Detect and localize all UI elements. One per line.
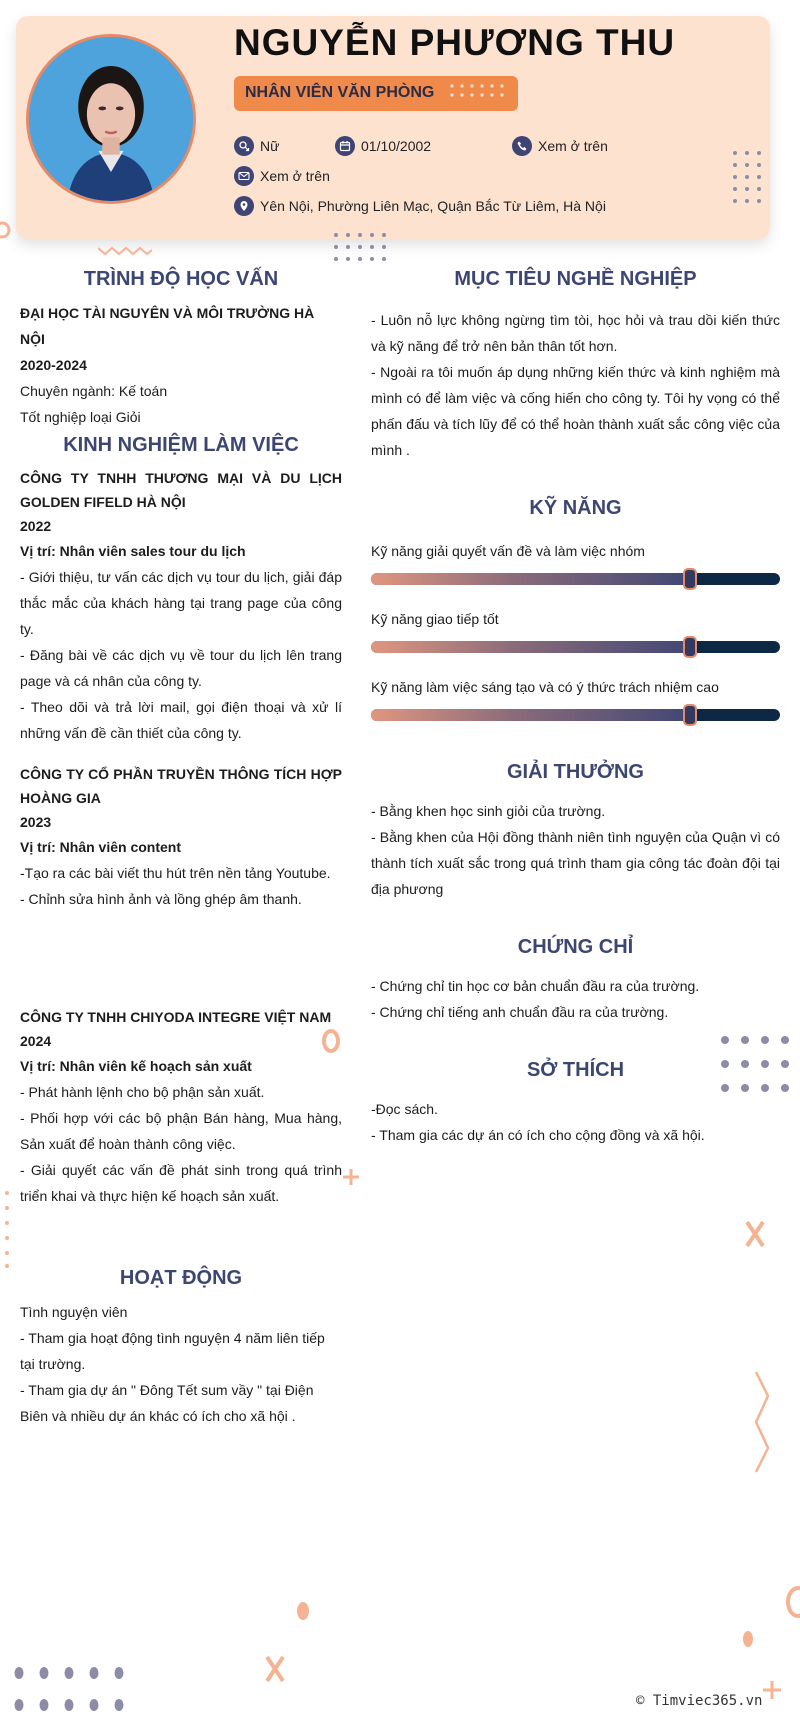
skill-bar-handle [683, 636, 697, 658]
decor-ring-mid [318, 1026, 344, 1056]
skill-bar [371, 709, 780, 721]
decor-wave [98, 244, 152, 256]
decor-dot-grid-top [333, 232, 393, 262]
education-years: 2020-2024 [20, 357, 87, 373]
activity-line: Tình nguyện viên [20, 1304, 128, 1320]
award-line: - Bằng khen của Hội đồng thành niên tình nguyện của Quận vì có thành tích xuất sắc trong quá trình tham gia công tác đoàn đội tại địa phương [371, 829, 780, 897]
skill-bar [371, 641, 780, 653]
education-section [20, 300, 342, 430]
certificates-section [371, 973, 780, 1025]
hobby-line: - Tham gia các dự án có ích cho cộng đồng và xã hội. [371, 1127, 705, 1143]
job-entry [20, 466, 342, 746]
objective-section [371, 307, 780, 463]
skill-bar-fill [371, 709, 690, 721]
decor-plus-mid [342, 1168, 360, 1186]
decor-dot-bottom-right [742, 1630, 754, 1648]
job-company: CÔNG TY TNHH THƯƠNG MẠI VÀ DU LỊCH GOLDEN FIFELD HÀ NỘI [20, 470, 342, 510]
candidate-name: NGUYỄN PHƯƠNG THU [234, 22, 676, 63]
decor-x-right [744, 1220, 766, 1248]
decor-ring-bottom-right [782, 1584, 800, 1620]
job-desc: - Chỉnh sửa hình ảnh và lồng ghép âm thanh. [20, 891, 302, 907]
decor-ring-left [0, 220, 12, 240]
gender-icon [234, 136, 254, 156]
decor-x-bottom [264, 1655, 286, 1683]
address-value: Yên Nội, Phường Liên Mạc, Quận Bắc Từ Liêm, Hà Nội [260, 198, 606, 214]
position-badge [234, 76, 518, 111]
hobby-line: -Đọc sách. [371, 1101, 438, 1117]
job-role: Vị trí: Nhân viên kế hoạch sản xuất [20, 1058, 252, 1074]
location-icon [234, 196, 254, 216]
skills-title: KỸ NĂNG [529, 497, 622, 519]
phone-info [512, 136, 608, 156]
skill-bar-fill [371, 573, 690, 585]
email-icon [234, 166, 254, 186]
email-value: Xem ở trên [260, 168, 330, 184]
calendar-icon [335, 136, 355, 156]
job-company: CÔNG TY TNHH CHIYODA INTEGRE VIỆT NAM [20, 1009, 332, 1025]
skill-bar-handle [683, 568, 697, 590]
objective-title: MỤC TIÊU NGHỀ NGHIỆP [454, 268, 697, 290]
birthday-info [335, 136, 431, 156]
decor-dots-vertical-left [4, 1190, 10, 1270]
certificate-line: - Chứng chỉ tiếng anh chuẩn đầu ra của trường. [371, 1004, 669, 1020]
address-info [234, 196, 606, 216]
job-year: 2022 [20, 518, 52, 534]
activities-section [20, 1299, 342, 1429]
job-desc: - Phát hành lệnh cho bộ phận sản xuất. [20, 1084, 265, 1100]
job-role: Vị trí: Nhân viên content [20, 839, 182, 855]
objective-line: - Ngoài ra tôi muốn áp dụng những kiến thức và kinh nghiệm mà mình có để làm việc và cống hiến cho công ty. Tôi hy vọng có thể phấn đấu và tích lũy để có thể hoàn thành xuất sắc công việc của mình . [371, 364, 780, 458]
education-grade: Tốt nghiệp loại Giỏi [20, 409, 141, 425]
header-dot-grid [732, 150, 762, 206]
certificate-line: - Chứng chỉ tin học cơ bản chuẩn đầu ra của trường. [371, 978, 700, 994]
portrait-image [29, 37, 193, 201]
education-major: Chuyên ngành: Kế toán [20, 383, 168, 399]
education-title: TRÌNH ĐỘ HỌC VẤN [83, 268, 279, 290]
certificates-title: CHỨNG CHỈ [517, 936, 634, 958]
job-company: CÔNG TY CỔ PHẦN TRUYỀN THÔNG TÍCH HỢP HOÀNG GIA [20, 766, 342, 806]
position-label: NHÂN VIÊN VĂN PHÒNG [245, 84, 435, 101]
decor-dot-grid-bottom-left [12, 1662, 128, 1716]
skill-label: Kỹ năng giao tiếp tốt [371, 611, 499, 627]
activity-line: - Tham gia hoạt động tình nguyện 4 năm liên tiếp tại trường. [20, 1330, 325, 1372]
skill-bar-fill [371, 641, 690, 653]
job-desc: - Giới thiệu, tư vấn các dịch vụ tour du lịch, giải đáp thắc mắc của khách hàng tại trang page của công ty. [20, 569, 342, 637]
skill-label: Kỹ năng giải quyết vấn đề và làm việc nhóm [371, 543, 645, 559]
email-info [234, 166, 330, 186]
decor-plus-bottom-right [762, 1680, 782, 1700]
decor-dot-grid-right [720, 1034, 790, 1096]
gender-value: Nữ [260, 138, 280, 154]
job-role: Vị trí: Nhân viên sales tour du lịch [20, 543, 246, 559]
pill-dot-pattern [448, 82, 508, 104]
job-entry [20, 1005, 342, 1209]
phone-value: Xem ở trên [538, 138, 608, 154]
activity-line: - Tham gia dự án " Đông Tết sum vầy " tại Điện Biên và nhiều dự án khác có ích cho xã hội . [20, 1382, 314, 1424]
job-year: 2023 [20, 814, 52, 830]
skill-bar-handle [683, 704, 697, 726]
job-entry [20, 762, 342, 912]
gender-info [234, 136, 279, 156]
job-year: 2024 [20, 1033, 52, 1049]
job-desc: - Phối hợp với các bộ phận Bán hàng, Mua hàng, Sản xuất để hoàn thành công việc. [20, 1110, 342, 1152]
skill-label: Kỹ năng làm việc sáng tạo và có ý thức trách nhiệm cao [371, 679, 719, 695]
decor-dot-bottom-mid [296, 1601, 310, 1621]
job-desc: -Tạo ra các bài viết thu hút trên nền tảng Youtube. [20, 865, 331, 881]
skill-bar [371, 573, 780, 585]
experience-title: KINH NGHIỆM LÀM VIỆC [63, 434, 299, 456]
awards-title: GIẢI THƯỞNG [507, 761, 644, 783]
objective-line: - Luôn nỗ lực không ngừng tìm tòi, học hỏi và trau dồi kiến thức và kỹ năng để trở nên bản thân tốt hơn. [371, 312, 780, 354]
education-school: ĐẠI HỌC TÀI NGUYÊN VÀ MÔI TRƯỜNG HÀ NỘI [20, 305, 315, 347]
job-desc: - Giải quyết các vấn đề phát sinh trong quá trình triển khai và thực hiện kế hoạch sản xuất. [20, 1162, 342, 1204]
job-desc: - Theo dõi và trả lời mail, gọi điện thoại và xử lí những vấn đề cần thiết của công ty. [20, 699, 342, 741]
activities-title: HOẠT ĐỘNG [119, 1267, 243, 1289]
hobbies-title: SỞ THÍCH [526, 1059, 625, 1081]
birthday-value: 01/10/2002 [361, 138, 432, 154]
phone-icon [512, 136, 532, 156]
hobbies-section [371, 1096, 780, 1148]
awards-section [371, 798, 780, 902]
watermark: © Timviec365.vn [636, 1693, 763, 1709]
job-desc: - Đăng bài về các dịch vụ về tour du lịch lên trang page và cá nhân của công ty. [20, 647, 342, 689]
award-line: - Bằng khen học sinh giỏi của trường. [371, 803, 606, 819]
decor-zigzag-right [752, 1370, 772, 1474]
profile-photo [26, 34, 196, 204]
